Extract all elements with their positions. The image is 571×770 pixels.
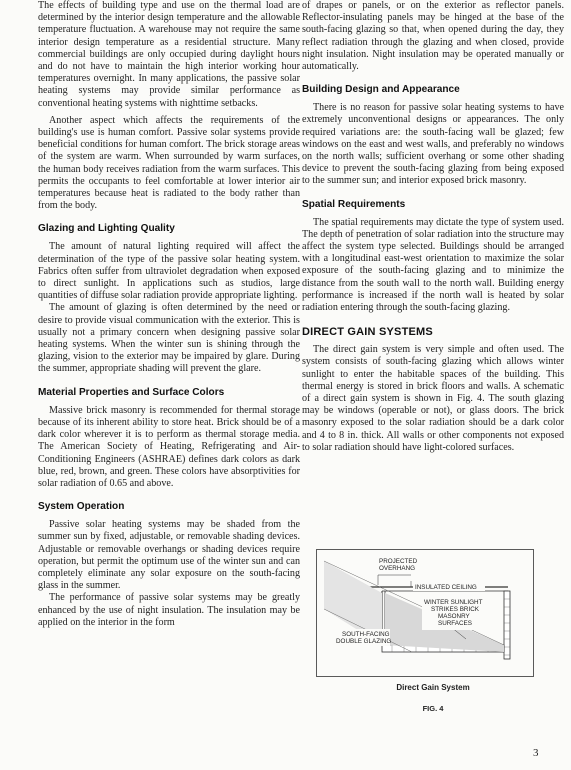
sunlight-label-line4: SURFACES — [438, 620, 472, 627]
spatial-paragraph: The spatial requirements may dictate the type of system used. The depth of penetration of solar radiation into the structure may affect the system type selected. Buildings should be arranged with a longitudinal east-west orientation to maximize the solar exposure of the south-facing glazing and to minimize the distance from the south wall to the north wall. Building energy performance is increased if the north wall is heated by solar radiation entering through the south-facing glazing. — [302, 216, 564, 314]
glazing-paragraph-1: The amount of natural lighting required will affect the determination of the type of the passive solar heating system. Fabrics often suffer from ultraviolet degradation when exposed to direct sunlight. In applications such as studios, large quantities of diffuse solar radiation provide appropriate lighting. — [38, 241, 300, 302]
materials-heading: Material Properties and Surface Colors — [38, 386, 225, 398]
direct-gain-paragraph: The direct gain system is very simple and often used. The system consists of south-facing glazing which allows winter sunlight to enter the habitable spaces of the building. This thermal energy is stored in brick floors and walls. A schematic of a direct gain system is shown in Fig. 4. The south glazing may be windows (operable or not), or glass doors. The brick masonry exposed to the solar radiation should be a dark color and 4 to 8 in. thick. All walls or other components not exposed to solar radiation should have light-colored surfaces. — [302, 344, 564, 453]
operation-paragraph-2: The performance of passive solar systems may be greatly enhanced by the use of night insulation. The insulation may be applied on the interior in the form — [38, 592, 300, 628]
page-number: 3 — [533, 747, 539, 759]
north-brick-wall — [504, 591, 510, 659]
glazing-label-line2: DOUBLE GLAZING — [336, 638, 392, 645]
overhang-label-line2: OVERHANG — [379, 565, 416, 572]
spatial-heading: Spatial Requirements — [302, 198, 406, 210]
sunlight-label-line1: WINTER SUNLIGHT — [424, 599, 483, 606]
design-paragraph: There is no reason for passive solar heating systems to have extremely unconventional designs or appearances. The only required variations are: the south-facing wall be glazed; few windows on the east and west walls, and preferably no windows on the north walls; sufficient overhang or some other shading device to prevent the south-facing glazing from being exposed to the summer sun; and interior exposed brick masonry. — [302, 102, 564, 187]
design-heading: Building Design and Appearance — [302, 84, 460, 96]
materials-paragraph: Massive brick masonry is recommended for thermal storage because of its inherent ability to store heat. Brick should be of a dark color wherever it is to perform as thermal storage media. The American Society of Heating, Refrigerating and Air-Conditioning Engineers (ASHRAE) defines dark colors as dark blue, red, brown, and green. These colors have absorptivities for solar radiation of 0.65 and above. — [38, 404, 300, 489]
intro-paragraph-2: Another aspect which affects the requirements of the building's use is human comfort. Passive solar systems provide beneficial conditions for human comfort. The brick storage areas of the system are warm. When surrounded by warm surfaces, the human body receives radiation from the warm surfaces. This permits the occupants to feel comfortable at lower interior air temperatures because heat is radiated to the body rather than from the body. — [38, 114, 300, 212]
right-column — [302, 0, 564, 454]
operation-paragraph-1: Passive solar heating systems may be shaded from the summer sun by fixed, adjustable, or removable shading devices. Adjustable or removable overhangs or shading devices require operation, but permit the optimum use of the winter sun and can completely eliminate any solar exposure on the south-facing glass in the summer. — [38, 519, 300, 592]
glazing-label-line1: SOUTH-FACING — [342, 631, 390, 638]
sunlight-label-line2: STRIKES BRICK — [431, 606, 479, 613]
direct-gain-schematic — [316, 549, 534, 677]
operation-heading: System Operation — [38, 501, 125, 513]
glazing-paragraph-2: The amount of glazing is often determined by the need or desire to provide visual communication with the exterior. This is usually not a primary concern when designing passive solar heating systems. When the winter sun is shining through the glazing, vision to the exterior may be impaired by glare. During the summer, appropriate shading will prevent the glare. — [38, 302, 300, 375]
ceiling-label: INSULATED CEILING — [415, 584, 477, 591]
figure-title: Direct Gain System — [396, 683, 470, 692]
figure-number: FIG. 4 — [422, 704, 444, 713]
continuation-paragraph: of drapes or panels, or on the exterior as reflector panels. Reflector-insulating panels may be hinged at the base of the south-facing glazing so that, when opened during the day, they reflect radiation through the glazing and when closed, provide night insulation. Night insulation may be operated manually or automatically. — [302, 0, 564, 73]
sunlight-label-line3: MASONRY — [438, 613, 470, 620]
overhang-label-line1: PROJECTED — [379, 558, 418, 565]
intro-paragraph-1: The effects of building type and use on the thermal load are determined by the interior design temperature and the allowable temperature fluctuation. A warehouse may not require the same interior design temperature as a residential structure. Many commercial buildings are only occupied during daylight hours and do not have to maintain the high interior working hour temperatures overnight. In many applications, the passive solar heating systems may provide similar performance as conventional heating systems with nighttime setbacks. — [38, 0, 300, 109]
glazing-heading: Glazing and Lighting Quality — [38, 223, 175, 235]
left-column — [38, 0, 300, 629]
direct-gain-diagram — [316, 549, 534, 677]
direct-gain-heading: DIRECT GAIN SYSTEMS — [302, 326, 433, 339]
